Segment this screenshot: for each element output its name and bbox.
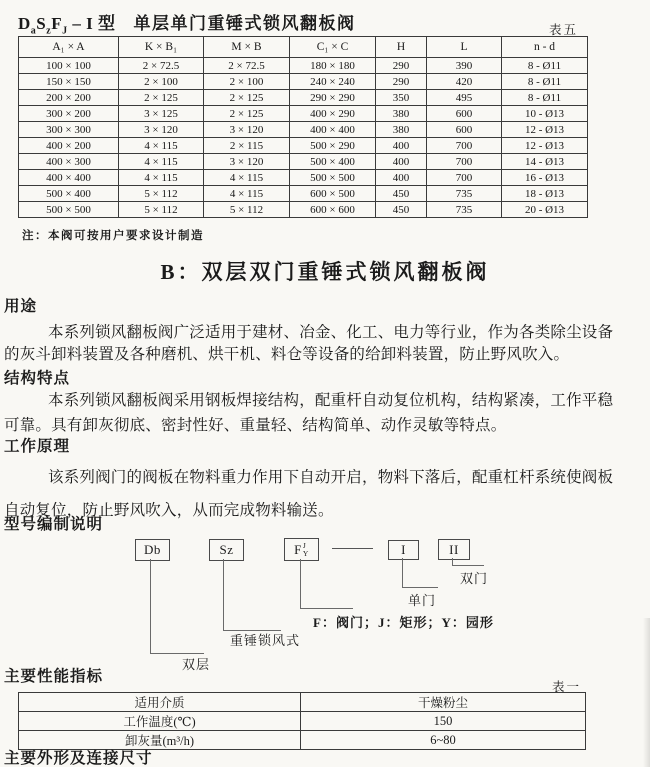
code-box-f [284, 538, 319, 561]
model-code [18, 14, 116, 37]
table-cell: 350 [376, 90, 427, 106]
dimensions-table [18, 36, 588, 218]
table-cell: 500 × 500 [290, 170, 376, 186]
table-note: 注：本阀可按用户要求设计制造 [22, 230, 204, 242]
connector-line-sz [223, 559, 281, 631]
table-cell: 16 - Ø13 [502, 170, 588, 186]
table-cell: 12 - Ø13 [502, 138, 588, 154]
model-code-suffix: – I 型 [72, 14, 116, 33]
section-heading-performance: 主要性能指标 [4, 668, 104, 685]
table-cell: 2 × 72.5 [119, 58, 204, 74]
table-cell: 200 × 200 [19, 90, 119, 106]
model-code-subscript: J [62, 25, 68, 37]
table-cell: 12 - Ø13 [502, 122, 588, 138]
label-double-layer: 双层 [182, 657, 211, 672]
table-row [19, 90, 588, 106]
table-cell: 290 [376, 74, 427, 90]
table-cell: 4 × 115 [204, 170, 290, 186]
section-heading-structure: 结构特点 [4, 370, 71, 387]
table-cell: 600 [427, 106, 502, 122]
dash-connector [332, 548, 373, 549]
table-cell: 600 × 600 [290, 202, 376, 218]
table-cell: 290 [376, 58, 427, 74]
table-cell: 400 × 300 [19, 154, 119, 170]
label-double-door: 双门 [460, 571, 489, 586]
table1-label: 表一 [552, 680, 582, 694]
table-cell: 600 [427, 122, 502, 138]
table-row [19, 74, 588, 90]
column-header: M × B [204, 37, 290, 58]
performance-table-body [19, 693, 586, 750]
table-cell: 500 × 500 [19, 202, 119, 218]
table-row [19, 693, 586, 712]
label-hammer-type: 重锤锁风式 [230, 633, 301, 648]
table-cell: 2 × 125 [119, 90, 204, 106]
table-row [19, 712, 586, 731]
table-cell: 300 × 200 [19, 106, 119, 122]
table-cell: 20 - Ø13 [502, 202, 588, 218]
table5-header-row [19, 37, 588, 58]
f-subscript: Y [302, 548, 309, 558]
table-cell: 4 × 115 [119, 170, 204, 186]
table5-label: 表五 [549, 23, 579, 37]
table-cell: 400 [376, 138, 427, 154]
column-header: L [427, 37, 502, 58]
table-cell: 450 [376, 186, 427, 202]
table-cell: 18 - Ø13 [502, 186, 588, 202]
model-code-letter: D [18, 14, 31, 33]
table-row [19, 202, 588, 218]
column-header: K × B₁ [119, 37, 204, 58]
table-cell: 500 × 290 [290, 138, 376, 154]
table-cell: 290 × 290 [290, 90, 376, 106]
table5-body [19, 58, 588, 218]
table-cell: 100 × 100 [19, 58, 119, 74]
model-code-subscript: z [46, 25, 52, 37]
page-title [18, 9, 355, 36]
valve-name: 单层单门重锤式锁风翻板阀 [133, 14, 356, 33]
label-single-door: 单门 [408, 593, 437, 608]
table-cell: 400 [376, 170, 427, 186]
code-box-db: Db [135, 539, 170, 561]
section-heading-model-code: 型号编制说明 [4, 516, 104, 533]
model-code-letter: F [51, 14, 63, 33]
table-cell: 3 × 120 [204, 122, 290, 138]
table-cell: 2 × 115 [204, 138, 290, 154]
table-cell: 8 - Ø11 [502, 58, 588, 74]
table-cell: 500 × 400 [290, 154, 376, 170]
table-cell: 400 [376, 154, 427, 170]
table-cell: 380 [376, 106, 427, 122]
table-cell: 8 - Ø11 [502, 90, 588, 106]
table-row [19, 154, 588, 170]
table-cell: 3 × 120 [204, 154, 290, 170]
code-box-ii: II [438, 539, 470, 560]
f-letter-stack [303, 542, 309, 557]
connector-line-db [150, 559, 204, 654]
table-row [19, 170, 588, 186]
table-cell: 5 × 112 [119, 202, 204, 218]
table-cell: 300 × 300 [19, 122, 119, 138]
model-code-letter: S [36, 14, 47, 33]
section-heading-principle: 工作原理 [4, 438, 71, 455]
code-box-sz: Sz [209, 539, 244, 561]
table-cell: 420 [427, 74, 502, 90]
table-cell: 2 × 125 [204, 90, 290, 106]
table-cell: 150 × 150 [19, 74, 119, 90]
f-main-letter: F [294, 541, 302, 557]
column-header: n - d [502, 37, 588, 58]
table-row [19, 186, 588, 202]
table-cell: 400 × 400 [290, 122, 376, 138]
table-cell: 6~80 [301, 731, 586, 750]
table-cell: 180 × 180 [290, 58, 376, 74]
section-b-title: B：双层双门重锤式锁风翻板阀 [160, 260, 490, 284]
table-cell: 735 [427, 202, 502, 218]
table-cell: 400 × 290 [290, 106, 376, 122]
table-cell: 10 - Ø13 [502, 106, 588, 122]
paragraph-purpose: 本系列锁风翻板阀广泛适用于建材、冶金、化工、电力等行业，作为各类除尘设备的灰斗卸料装置及各种磨机、烘干机、料仓等设备的给卸料装置，防止野风吹入。 [4, 324, 614, 363]
table-row [19, 106, 588, 122]
table-cell: 2 × 100 [119, 74, 204, 90]
paragraph-structure: 本系列锁风翻板阀采用钢板焊接结构，配重杆自动复位机构，结构紧凑，工作平稳可靠。具有卸灰彻底、密封性好、重量轻、结构简单、动作灵敏等特点。 [4, 392, 614, 434]
table-row [19, 58, 588, 74]
table-cell: 600 × 500 [290, 186, 376, 202]
connector-line-i [402, 558, 438, 588]
table-cell: 干燥粉尘 [301, 693, 586, 712]
section-heading-dimensions: 主要外形及连接尺寸 [4, 750, 153, 767]
model-code-subscript: a [30, 25, 37, 37]
table-cell: 2 × 125 [204, 106, 290, 122]
code-box-i: I [388, 540, 419, 560]
table-cell: 工作温度(℃) [19, 712, 301, 731]
connector-line-ii [452, 558, 484, 566]
table-cell: 390 [427, 58, 502, 74]
scan-artifact [643, 618, 650, 767]
table-cell: 4 × 115 [119, 138, 204, 154]
table-cell: 5 × 112 [204, 202, 290, 218]
connector-line-f [300, 559, 353, 609]
table-cell: 3 × 125 [119, 106, 204, 122]
table-cell: 735 [427, 186, 502, 202]
performance-table [18, 692, 586, 750]
column-header: H [376, 37, 427, 58]
table-cell: 150 [301, 712, 586, 731]
column-header: C₁ × C [290, 37, 376, 58]
table-cell: 400 × 200 [19, 138, 119, 154]
table-cell: 495 [427, 90, 502, 106]
table-cell: 380 [376, 122, 427, 138]
table-cell: 3 × 120 [119, 122, 204, 138]
table-cell: 14 - Ø13 [502, 154, 588, 170]
table-cell: 4 × 115 [119, 154, 204, 170]
label-f-note: F：阀门；J：矩形；Y：园形 [313, 615, 494, 630]
table-cell: 450 [376, 202, 427, 218]
table-cell: 240 × 240 [290, 74, 376, 90]
table-cell: 700 [427, 170, 502, 186]
column-header: A₁ × A [19, 37, 119, 58]
table-cell: 适用介质 [19, 693, 301, 712]
table-row [19, 138, 588, 154]
table-cell: 2 × 100 [204, 74, 290, 90]
table-cell: 卸灰量(m³/h) [19, 731, 301, 750]
table-cell: 5 × 112 [119, 186, 204, 202]
section-heading-purpose: 用途 [4, 298, 38, 315]
table-row [19, 122, 588, 138]
table-cell: 500 × 400 [19, 186, 119, 202]
table-cell: 4 × 115 [204, 186, 290, 202]
table-cell: 2 × 72.5 [204, 58, 290, 74]
table-cell: 8 - Ø11 [502, 74, 588, 90]
table-cell: 400 × 400 [19, 170, 119, 186]
f-superscript: J [302, 541, 307, 550]
paragraph-principle: 该系列阀门的阀板在物料重力作用下自动开启，物料下落后，配重杠杆系统使阀板自动复位，防止野风吹入，从而完成物料输送。 [4, 469, 614, 519]
table-cell: 700 [427, 138, 502, 154]
table-cell: 700 [427, 154, 502, 170]
